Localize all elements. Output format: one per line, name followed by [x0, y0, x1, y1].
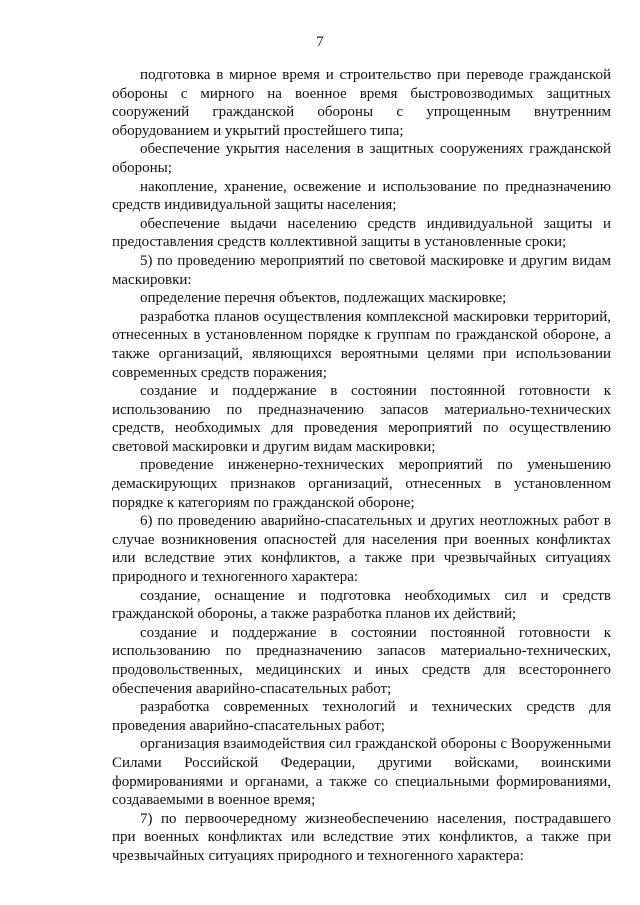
- paragraph: разработка планов осуществления комплексной маскировки территорий, отнесенных в установленном порядке к группам по гражданской обороне, а также организаций, являющихся вероятными целями при использовании современных средств поражения;: [112, 308, 611, 381]
- paragraph: определение перечня объектов, подлежащих маскировке;: [140, 290, 507, 307]
- page-number: 7: [316, 34, 324, 50]
- paragraph: организация взаимодействия сил гражданской обороны с Вооруженными Силами Российской Федерации, другими войсками, воинскими формированиями и органами, а также со специальными формированиями, создаваемыми в военное время;: [112, 736, 611, 809]
- paragraph: 7) по первоочередному жизнеобеспечению населения, пострадавшего при военных конфликтах или вследствие этих конфликтов, а также при чрезвычайных ситуациях природного и техногенного характера:: [112, 810, 611, 864]
- paragraph: разработка современных технологий и технических средств для проведения аварийно-спасательных работ;: [112, 699, 611, 734]
- paragraph: проведение инженерно-технических мероприятий по уменьшению демаскирующих признаков организаций, отнесенных в установленном порядке к категориям по гражданской обороне;: [112, 457, 611, 511]
- paragraph: создание, оснащение и подготовка необходимых сил и средств гражданской обороны, а также разработка планов их действий;: [112, 587, 611, 623]
- paragraph: создание и поддержание в состоянии постоянной готовности к использованию по предназначению запасов материально-технических, продовольственных, медицинских и иных средств для всестороннего обеспечения аварийно-спасательных работ;: [112, 624, 611, 697]
- paragraph: подготовка в мирное время и строительство при переводе гражданской обороны с мирного на военное время быстровозводимых защитных сооружений гражданской обороны с упрощенным внутренним оборудованием и укрытий простейшего типа;: [112, 67, 611, 139]
- paragraph: 5) по проведению мероприятий по световой маскировке и другим видам маскировки:: [112, 252, 611, 288]
- paragraph: создание и поддержание в состоянии постоянной готовности к использованию по предназначению запасов материально-технических средств, необходимых для проведения мероприятий по осуществлению световой маскировки и другим видам маскировки;: [112, 383, 611, 455]
- paragraph: накопление, хранение, освежение и использование по предназначению средств индивидуальной защиты населения;: [112, 178, 611, 214]
- paragraph: обеспечение укрытия населения в защитных сооружениях гражданской обороны;: [112, 141, 611, 176]
- document-body: [112, 66, 611, 866]
- paragraph: обеспечение выдачи населению средств индивидуальной защиты и предоставления средств коллективной защиты в установленные сроки;: [112, 215, 611, 251]
- paragraph: 6) по проведению аварийно-спасательных и других неотложных работ в случае возникновения опасностей для населения при военных конфликтах или вследствие этих конфликтов, а также при чрезвычайных ситуациях природного и техногенного характера:: [112, 513, 611, 586]
